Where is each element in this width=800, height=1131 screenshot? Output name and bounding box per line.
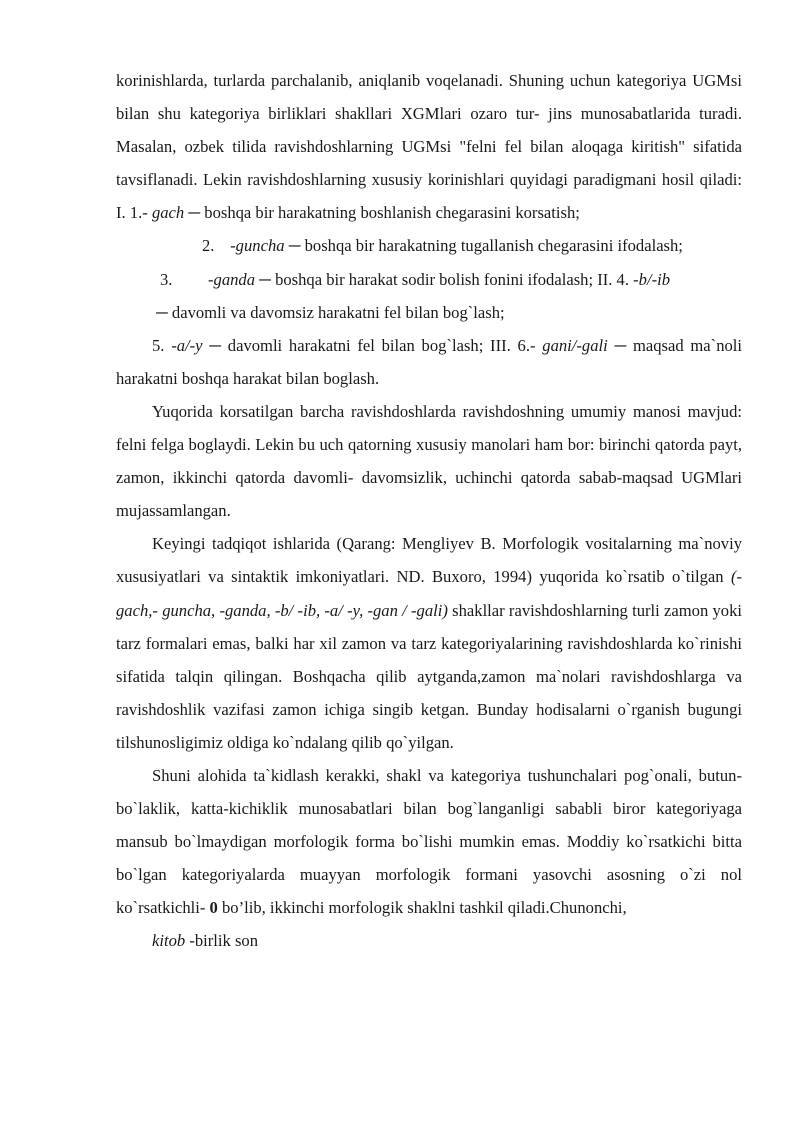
paragraph-text: Keyingi tadqiqot ishlarida (Qarang: Mengliyev B. Morfologik vositalarning ma`noviy xususiyatlari va sintaktik imkoniyatlari. ND. Buxoro, 1994) yuqorida ko`rsatib o`tilgan xyxy=(116,534,742,587)
list-item-text: ─ maqsad ma`noli harakatni boshqa harakat bilan boglash. xyxy=(116,335,743,388)
suffix-list: (-gach,- guncha, -ganda, -b/ -ib, -a/ -y, -gan / -gali) xyxy=(116,567,742,620)
list-item-3 xyxy=(116,263,742,329)
paragraph-text: korinishlarda, turlarda parchalanib, aniqlanib voqelanadi. Shuning uchun kategoriya UGMsi bilan shu kategoriya birliklari shakllari XGMlari ozaro tur- jins munosabatlarida turadi. Masalan, ozbek tilida ravishdoshlarning UGMsi "felni fel bilan aloqaga kiritish" sifatida tavsiflanadi. Lekin ravishdoshlarning xususiy korinishlari quyidagi paradigmani hosil qiladi: I. 1.- xyxy=(116,71,742,223)
suffix-term: -b/-ib xyxy=(633,269,671,289)
list-item-text: 5. xyxy=(152,335,172,355)
suffix-term: -a/-y xyxy=(171,335,203,355)
list-number: 2. xyxy=(202,236,215,256)
paragraph-research xyxy=(116,527,742,759)
list-item-5 xyxy=(116,329,742,395)
list-item-text: ─ davomli harakatni fel bilan bog`lash; III. 6.- xyxy=(202,335,543,355)
paragraph-paradigm-intro xyxy=(116,64,742,229)
suffix-term: gach xyxy=(151,203,185,223)
example-gloss: -birlik son xyxy=(185,931,259,951)
list-number: 3. xyxy=(160,269,173,289)
paragraph-text: bo’lib, ikkinchi morfologik shaklni tashkil qiladi.Chunonchi, xyxy=(217,898,627,918)
paragraph-form-category xyxy=(116,759,742,924)
paragraph-text: Shuni alohida ta`kidlash kerakki, shakl va kategoriya tushunchalari pog`onali, butun- bo`laklik, katta-kichiklik munosabatlari bilan bog`langanligi sababli biror kategoriyaga mansub bo`lmaydigan morfologik forma bo`lishi mumkin emas. Moddiy ko`rsatkichi bitta bo`lgan kategoriyalarda muayyan morfologik formani yasovchi asosning o`zi nol ko`rsatkichli- xyxy=(116,765,742,918)
example-word: kitob xyxy=(152,931,186,951)
suffix-term: gani/-gali xyxy=(542,335,608,355)
suffix-term: -ganda xyxy=(208,269,256,289)
paragraph-text: ─ boshqa bir harakatning boshlanish chegarasini korsatish; xyxy=(184,203,580,223)
zero-marker: 0 xyxy=(209,898,218,918)
list-item-2 xyxy=(116,229,742,262)
list-item-text: ─ boshqa bir harakatning tugallanish chegarasini ifodalash; xyxy=(284,236,683,256)
suffix-term: -guncha xyxy=(230,236,285,256)
example-line xyxy=(116,924,742,957)
list-item-text: ─ davomli va davomsiz harakatni fel bilan bog`lash; xyxy=(156,302,505,322)
paragraph-text: shakllar ravishdoshlarning turli zamon yoki tarz formalari emas, balki har xil zamon va tarz kategoriyalarining ravishdoshlarda ko`rinishi sifatida talqin qilingan. Boshqacha qilib aytganda,zamon ma`nolari ravishdoshlarga va ravishdoshlik vazifasi zamon ichiga singib ketgan. Bunday hodisalarni o`rganish bugungi tilshunosligimiz oldiga ko`ndalang qilib qo`yilgan. xyxy=(116,600,743,752)
list-item-text: ─ boshqa bir harakat sodir bolish fonini ifodalash; II. 4. xyxy=(255,269,634,289)
paragraph-common-meaning: Yuqorida korsatilgan barcha ravishdoshlarda ravishdoshning umumiy manosi mavjud: felni felga boglaydi. Lekin bu uch qatorning xususiy manolari ham bor: birinchi qatorda payt, zamon, ikkinchi qatorda davomli- davomsizlik, uchinchi qatorda sabab-maqsad UGMlari mujassamlangan. xyxy=(116,401,742,521)
